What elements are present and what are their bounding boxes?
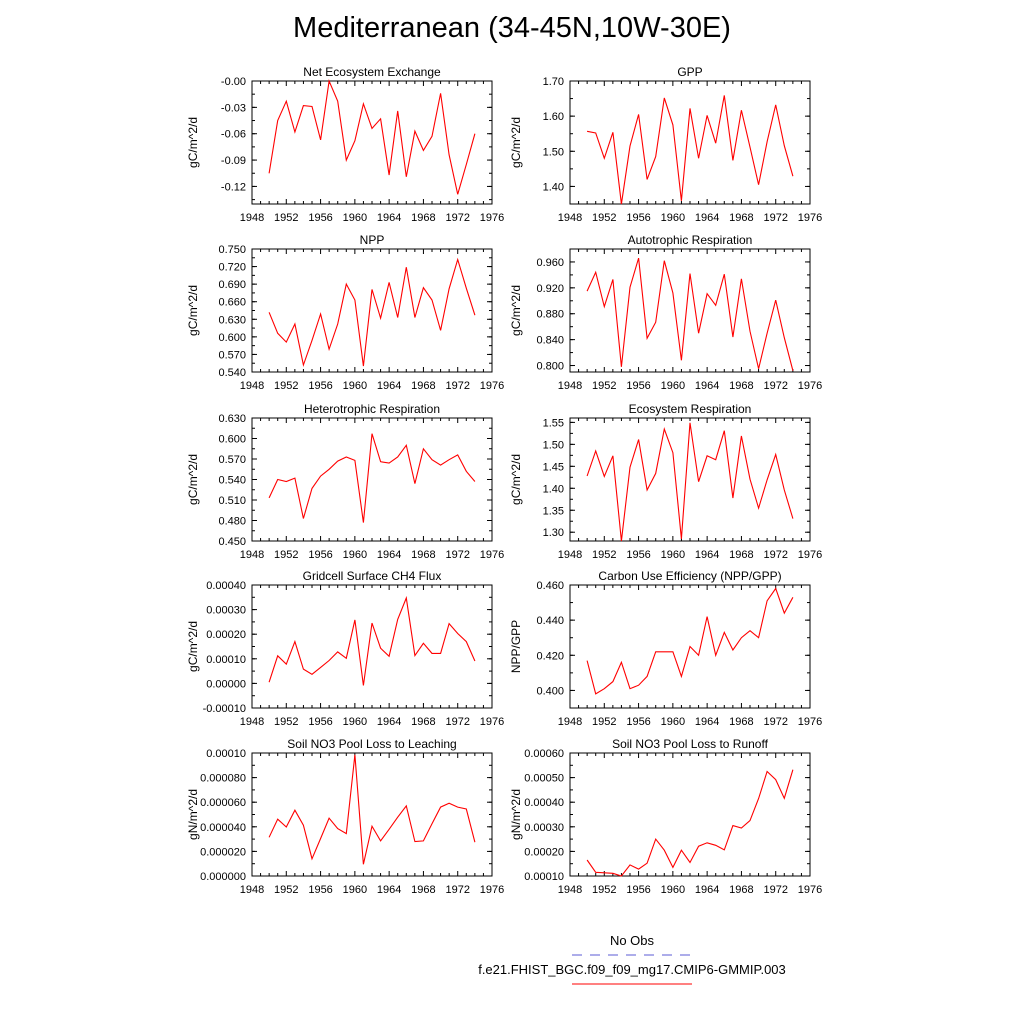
series-line xyxy=(587,770,793,876)
x-tick-label: 1964 xyxy=(694,884,720,896)
y-tick-label: 0.630 xyxy=(218,314,246,327)
y-tick-label: 0.000080 xyxy=(200,772,246,785)
y-tick-label: 0.960 xyxy=(536,256,564,269)
x-tick-label: 1948 xyxy=(239,716,265,728)
chart-panel-5 xyxy=(509,402,822,561)
x-tick-label: 1972 xyxy=(445,716,470,728)
y-tick-label: 0.460 xyxy=(536,580,564,592)
x-tick-label: 1956 xyxy=(308,549,333,561)
chart-panel-8 xyxy=(186,737,504,896)
x-tick-label: 1956 xyxy=(308,716,333,728)
y-axis-label: gC/m^2/d xyxy=(509,117,523,168)
series-line xyxy=(269,434,475,523)
chart-title: GPP xyxy=(677,65,703,79)
chart-title: Net Ecosystem Exchange xyxy=(303,65,441,79)
y-tick-label: 0.600 xyxy=(218,433,246,446)
y-tick-label: 0.880 xyxy=(536,308,564,321)
x-tick-label: 1956 xyxy=(626,884,651,896)
x-tick-label: 1976 xyxy=(479,884,505,896)
y-axis-label: gC/m^2/d xyxy=(509,285,523,336)
x-tick-label: 1960 xyxy=(342,212,368,224)
x-tick-label: 1956 xyxy=(626,212,651,224)
x-tick-label: 1948 xyxy=(239,212,265,224)
series-line xyxy=(269,81,475,194)
y-tick-label: 0.920 xyxy=(536,282,564,295)
chart-title: Carbon Use Efficiency (NPP/GPP) xyxy=(598,569,782,583)
y-tick-label: 0.720 xyxy=(218,261,246,274)
x-tick-label: 1948 xyxy=(557,549,583,561)
x-tick-label: 1956 xyxy=(308,884,333,896)
y-tick-label: -0.03 xyxy=(220,102,246,115)
chart-panel-2 xyxy=(186,233,504,392)
x-tick-label: 1968 xyxy=(729,549,754,561)
x-tick-label: 1960 xyxy=(660,884,686,896)
x-tick-label: 1976 xyxy=(479,716,505,728)
x-tick-label: 1968 xyxy=(729,212,754,224)
y-tick-label: 0.570 xyxy=(218,454,246,466)
y-tick-label: 1.60 xyxy=(542,111,564,124)
series-line xyxy=(269,260,475,367)
x-tick-label: 1960 xyxy=(342,884,368,896)
y-tick-label: -0.09 xyxy=(220,155,246,168)
y-tick-label: 1.45 xyxy=(542,461,564,474)
x-tick-label: 1964 xyxy=(376,380,402,392)
y-tick-label: 0.000020 xyxy=(200,846,246,859)
y-tick-label: 0.00040 xyxy=(206,580,246,592)
series-line xyxy=(587,423,793,541)
x-tick-label: 1960 xyxy=(660,549,686,561)
x-tick-label: 1972 xyxy=(763,380,788,392)
chart-panel-9 xyxy=(509,737,822,896)
x-tick-label: 1972 xyxy=(445,380,470,392)
y-tick-label: 1.50 xyxy=(542,439,564,452)
y-tick-label: 0.570 xyxy=(218,349,246,362)
x-tick-label: 1952 xyxy=(592,380,617,392)
x-tick-label: 1964 xyxy=(376,716,402,728)
y-tick-label: 0.00010 xyxy=(206,748,246,760)
x-tick-label: 1968 xyxy=(411,212,436,224)
x-tick-label: 1948 xyxy=(557,380,583,392)
chart-panel-0 xyxy=(186,65,504,224)
plot-frame xyxy=(570,753,810,876)
x-tick-label: 1972 xyxy=(763,884,788,896)
series-line xyxy=(269,755,475,865)
x-tick-label: 1948 xyxy=(239,380,265,392)
y-tick-label: 0.600 xyxy=(218,331,246,344)
plot-frame xyxy=(252,249,492,372)
x-tick-label: 1964 xyxy=(694,716,720,728)
x-tick-label: 1952 xyxy=(274,716,299,728)
x-tick-label: 1964 xyxy=(376,549,402,561)
x-tick-label: 1952 xyxy=(274,549,299,561)
y-tick-label: 0.750 xyxy=(218,244,246,256)
y-tick-label: 0.000000 xyxy=(200,871,246,883)
x-tick-label: 1952 xyxy=(274,212,299,224)
series-line xyxy=(587,95,793,204)
x-tick-label: 1960 xyxy=(342,380,368,392)
y-tick-label: 1.55 xyxy=(542,417,564,430)
y-tick-label: 0.540 xyxy=(218,474,246,487)
y-tick-label: 1.30 xyxy=(542,527,564,540)
x-tick-label: 1968 xyxy=(729,380,754,392)
x-tick-label: 1972 xyxy=(445,884,470,896)
y-tick-label: 0.510 xyxy=(218,495,246,507)
y-axis-label: gC/m^2/d xyxy=(509,454,523,505)
x-tick-label: 1972 xyxy=(763,212,788,224)
y-tick-label: 0.840 xyxy=(536,334,564,347)
x-tick-label: 1948 xyxy=(239,549,265,561)
y-tick-label: 1.35 xyxy=(542,505,564,518)
y-axis-label: gN/m^2/d xyxy=(509,789,523,840)
x-tick-label: 1976 xyxy=(797,716,823,728)
x-tick-label: 1956 xyxy=(626,549,651,561)
chart-panel-4 xyxy=(186,402,504,561)
y-tick-label: 0.000060 xyxy=(200,797,246,810)
y-tick-label: -0.00010 xyxy=(202,703,246,715)
series-line xyxy=(587,589,793,694)
x-tick-label: 1968 xyxy=(411,549,436,561)
chart-title: Soil NO3 Pool Loss to Leaching xyxy=(287,737,457,751)
y-tick-label: 0.00010 xyxy=(524,871,564,883)
y-tick-label: 1.40 xyxy=(542,483,564,496)
x-tick-label: 1960 xyxy=(660,212,686,224)
x-tick-label: 1952 xyxy=(274,884,299,896)
legend-obs-label: No Obs xyxy=(609,933,655,948)
x-tick-label: 1972 xyxy=(445,212,470,224)
plot-frame xyxy=(570,249,810,372)
y-axis-label: gC/m^2/d xyxy=(186,454,200,505)
x-tick-label: 1948 xyxy=(557,884,583,896)
y-tick-label: 1.50 xyxy=(542,146,564,159)
x-tick-label: 1960 xyxy=(660,380,686,392)
y-tick-label: 0.00000 xyxy=(206,678,246,691)
y-tick-label: 0.00030 xyxy=(206,604,246,617)
y-tick-label: -0.00 xyxy=(220,76,246,88)
x-tick-label: 1952 xyxy=(592,212,617,224)
chart-panel-3 xyxy=(509,233,822,392)
x-tick-label: 1960 xyxy=(342,716,368,728)
y-axis-label: gC/m^2/d xyxy=(186,285,200,336)
y-tick-label: 0.00040 xyxy=(524,797,564,810)
y-tick-label: 0.440 xyxy=(536,615,564,628)
x-tick-label: 1956 xyxy=(308,212,333,224)
x-tick-label: 1964 xyxy=(376,212,402,224)
x-tick-label: 1952 xyxy=(592,884,617,896)
x-tick-label: 1976 xyxy=(797,549,823,561)
page-title: Mediterranean (34-45N,10W-30E) xyxy=(293,12,731,44)
chart-title: Gridcell Surface CH4 Flux xyxy=(302,569,442,583)
x-tick-label: 1956 xyxy=(626,716,651,728)
x-tick-label: 1976 xyxy=(479,380,505,392)
x-tick-label: 1968 xyxy=(411,884,436,896)
y-tick-label: 0.00020 xyxy=(206,629,246,642)
y-tick-label: 0.630 xyxy=(218,413,246,425)
y-tick-label: 0.00010 xyxy=(206,653,246,666)
plot-frame xyxy=(570,81,810,204)
series-line xyxy=(269,598,475,685)
x-tick-label: 1972 xyxy=(763,716,788,728)
chart-title: Ecosystem Respiration xyxy=(628,402,752,416)
chart-title: Heterotrophic Respiration xyxy=(303,402,441,416)
y-tick-label: 0.00060 xyxy=(524,748,564,760)
x-tick-label: 1972 xyxy=(445,549,470,561)
chart-title: NPP xyxy=(359,233,385,247)
x-tick-label: 1968 xyxy=(729,884,754,896)
y-axis-label: gN/m^2/d xyxy=(186,789,200,840)
x-tick-label: 1976 xyxy=(479,549,505,561)
series-line xyxy=(587,258,793,371)
y-tick-label: 0.00030 xyxy=(524,821,564,834)
y-tick-label: 0.660 xyxy=(218,296,246,309)
y-tick-label: 1.70 xyxy=(542,76,564,88)
x-tick-label: 1976 xyxy=(479,212,505,224)
y-tick-label: -0.12 xyxy=(220,181,246,194)
chart-title: Autotrophic Respiration xyxy=(627,233,753,247)
plot-frame xyxy=(252,753,492,876)
x-tick-label: 1968 xyxy=(411,716,436,728)
x-tick-label: 1956 xyxy=(626,380,651,392)
y-tick-label: 0.690 xyxy=(218,279,246,292)
y-tick-label: 0.400 xyxy=(536,685,564,698)
y-tick-label: 0.480 xyxy=(218,515,246,528)
y-tick-label: 1.40 xyxy=(542,181,564,194)
x-tick-label: 1964 xyxy=(694,380,720,392)
x-tick-label: 1948 xyxy=(239,884,265,896)
y-tick-label: 0.540 xyxy=(218,367,246,379)
y-tick-label: 0.00050 xyxy=(524,772,564,785)
x-tick-label: 1952 xyxy=(592,716,617,728)
chart-title: Soil NO3 Pool Loss to Runoff xyxy=(612,737,768,751)
x-tick-label: 1952 xyxy=(592,549,617,561)
x-tick-label: 1948 xyxy=(557,212,583,224)
x-tick-label: 1948 xyxy=(557,716,583,728)
x-tick-label: 1968 xyxy=(411,380,436,392)
y-tick-label: -0.06 xyxy=(220,128,246,141)
chart-panel-7 xyxy=(509,569,822,728)
y-tick-label: 0.800 xyxy=(536,360,564,373)
x-tick-label: 1976 xyxy=(797,212,823,224)
x-tick-label: 1972 xyxy=(763,549,788,561)
x-tick-label: 1960 xyxy=(342,549,368,561)
x-tick-label: 1964 xyxy=(376,884,402,896)
legend-model-label: f.e21.FHIST_BGC.f09_f09_mg17.CMIP6-GMMIP.003 xyxy=(478,962,786,977)
chart-panel-6 xyxy=(186,569,504,728)
y-axis-label: gC/m^2/d xyxy=(186,621,200,672)
y-tick-label: 0.450 xyxy=(218,536,246,548)
x-tick-label: 1964 xyxy=(694,549,720,561)
x-tick-label: 1956 xyxy=(308,380,333,392)
plot-frame xyxy=(570,418,810,541)
x-tick-label: 1968 xyxy=(729,716,754,728)
x-tick-label: 1964 xyxy=(694,212,720,224)
x-tick-label: 1952 xyxy=(274,380,299,392)
x-tick-label: 1960 xyxy=(660,716,686,728)
chart-panel-1 xyxy=(509,65,822,224)
y-tick-label: 0.420 xyxy=(536,650,564,663)
y-tick-label: 0.00020 xyxy=(524,846,564,859)
y-axis-label: NPP/GPP xyxy=(509,619,523,674)
x-tick-label: 1976 xyxy=(797,380,823,392)
plot-frame xyxy=(252,585,492,708)
y-axis-label: gC/m^2/d xyxy=(186,117,200,168)
x-tick-label: 1976 xyxy=(797,884,823,896)
y-tick-label: 0.000040 xyxy=(200,821,246,834)
